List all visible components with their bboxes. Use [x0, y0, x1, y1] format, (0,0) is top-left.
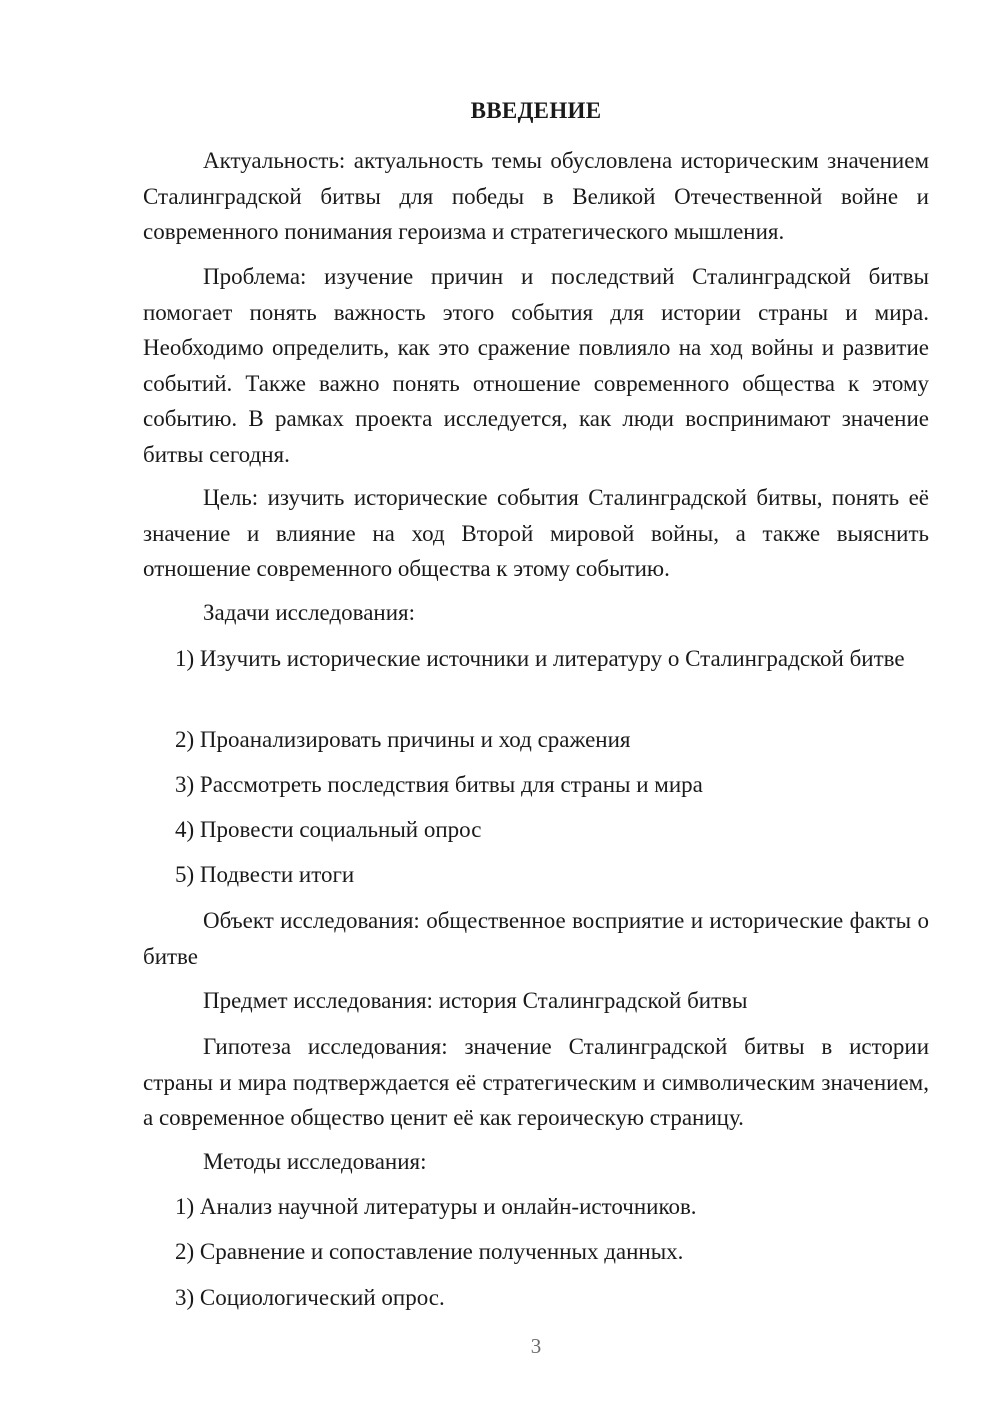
- goal-paragraph: Цель: изучить исторические события Сталинградской битвы, понять её значение и влияние на ход Второй мировой войны, а также выяснить отношение современного общества к этому событию.: [143, 485, 929, 581]
- problem-paragraph: Проблема: изучение причин и последствий Сталинградской битвы помогает понять важность этого события для истории страны и мира. Необходимо определить, как это сражение повлияло на ход войны и развитие событий. Также важно понять отношение современного общества к этому событию. В рамках проекта исследуется, как люди воспринимают значение битвы сегодня.: [143, 264, 929, 467]
- task-item-4: 4) Провести социальный опрос: [175, 817, 482, 842]
- page-number: 3: [530, 1334, 542, 1358]
- relevance-paragraph: Актуальность: актуальность темы обусловлена историческим значением Сталинградской битвы для победы в Великой Отечественной войне и современного понимания героизма и стратегического мышления.: [143, 148, 929, 244]
- methods-heading: Методы исследования:: [203, 1149, 427, 1174]
- task-item-1: 1) Изучить исторические источники и литературу о Сталинградской битве: [175, 646, 905, 671]
- method-item-1: 1) Анализ научной литературы и онлайн-источников.: [175, 1194, 697, 1219]
- page-title: ВВЕДЕНИЕ: [470, 98, 602, 123]
- subject-paragraph: Предмет исследования: история Сталинградской битвы: [203, 988, 748, 1013]
- method-item-3: 3) Социологический опрос.: [175, 1285, 445, 1310]
- tasks-heading: Задачи исследования:: [203, 600, 416, 625]
- task-item-5: 5) Подвести итоги: [175, 862, 355, 887]
- method-item-2: 2) Сравнение и сопоставление полученных данных.: [175, 1239, 684, 1264]
- object-paragraph: Объект исследования: общественное восприятие и исторические факты о битве: [143, 908, 929, 969]
- task-item-2: 2) Проанализировать причины и ход сражения: [175, 727, 631, 752]
- hypothesis-paragraph: Гипотеза исследования: значение Сталинградской битвы в истории страны и мира подтверждается её стратегическим и символическим значением, а современное общество ценит её как героическую страницу.: [143, 1034, 929, 1130]
- task-item-3: 3) Рассмотреть последствия битвы для страны и мира: [175, 772, 703, 797]
